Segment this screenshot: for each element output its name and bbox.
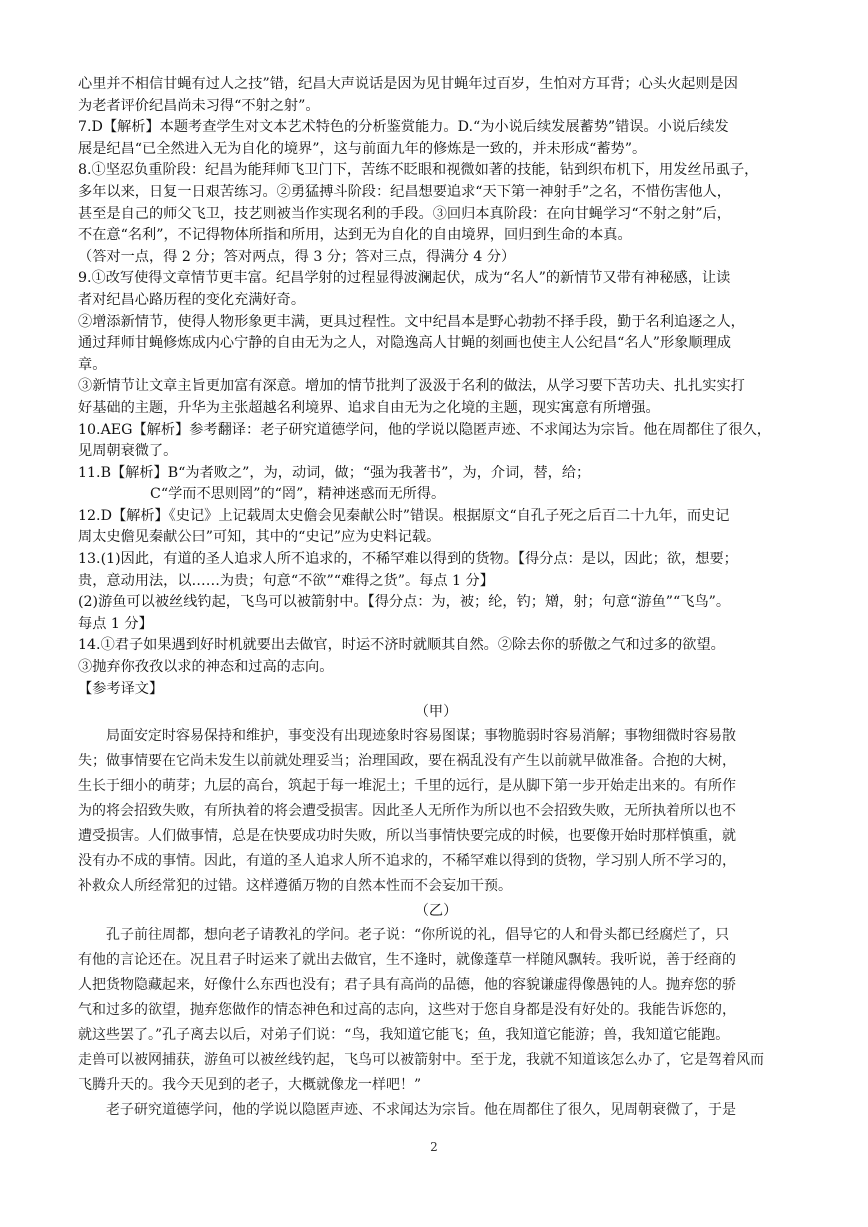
text-line: 不在意“名利”，不记得物体所指和所用，达到无为自化的自由境界，回归到生命的本真。 bbox=[78, 227, 632, 244]
translation-line: 为的将会招致失败，有所执着的将会遭受损害。因此圣人无所作为所以也不会招致失败，无所执着所以也不 bbox=[78, 803, 736, 820]
text-line: 章。 bbox=[78, 356, 107, 373]
text-line: 通过拜师甘蝇修炼成内心宁静的自由无为之人，对隐逸高人甘蝇的刻画也使主人公纪昌“名人”形象顺理成 bbox=[78, 335, 731, 352]
answer-9: 9.①改写使得文章情节更丰富。纪昌学射的过程显得波澜起伏，成为“名人”的新情节又带有神秘感，让读 bbox=[78, 270, 731, 287]
translation-line: 生长于细小的萌芽；九层的高台，筑起于每一堆泥土；千里的远行，是从脚下第一步开始走出来的。有所作 bbox=[78, 778, 736, 795]
answer-14: 14.①君子如果遇到好时机就要出去做官，时运不济时就顺其自然。②除去你的骄傲之气和过多的欲望。 bbox=[78, 637, 725, 654]
translation-line: 飞腾升天的。我今天见到的老子，大概就像龙一样吧！” bbox=[78, 1077, 422, 1094]
answer-11: 11.B【解析】B“为者败之”，为，动词，做；“强为我著书”，为，介词，替，给； bbox=[78, 464, 591, 481]
answer-12: 12.D【解析】《史记》上记载周太史儋会见秦献公时”错误。根据原文“自孔子死之后百二十九年，而史记 bbox=[78, 507, 730, 524]
text-line: 展是纪昌“已全然进入无为自化的境界”，这与前面九年的修炼是一致的，并未形成“蓄势”。 bbox=[78, 140, 647, 157]
text-line: 好基础的主题，升华为主张超越名利境界、追求自由无为之化境的主题，现实寓意有所增强。 bbox=[78, 399, 660, 416]
text-line: ③新情节让文章主旨更加富有深意。增加的情节批判了汲汲于名利的做法，从学习要下苦功夫、扎扎实实打 bbox=[78, 378, 745, 395]
answer-8: 8.①坚忍负重阶段：纪昌为能拜师飞卫门下，苦练不眨眼和视微如著的技能，钻到织布机下，用发丝吊虱子， bbox=[78, 162, 759, 179]
text-line: 见周朝衰微了。 bbox=[78, 443, 178, 460]
translation-line: 遭受损害。人们做事情，总是在快要成功时失败，所以当事情快要完成的时候，也要像开始时那样慎重，就 bbox=[78, 828, 736, 845]
translation-line: 老子研究道德学问，他的学说以隐匿声迹、不求闻达为宗旨。他在周都住了很久，见周朝衰微了，于是 bbox=[106, 1102, 736, 1119]
text-line: 每点 1 分】 bbox=[78, 615, 153, 632]
translation-line: 人把货物隐藏起来，好像什么东西也没有；君子具有高尚的品德，他的容貌谦虚得像愚钝的人。抛弃您的骄 bbox=[78, 977, 736, 994]
translation-line: 局面安定时容易保持和维护，事变没有出现迹象时容易图谋；事物脆弱时容易消解；事物细微时容易散 bbox=[106, 728, 736, 745]
text-line: (2)游鱼可以被丝线钓起，飞鸟可以被箭射中。【得分点：为，被；纶，钓；矰，射；句意“游鱼”“飞鸟”。 bbox=[78, 594, 731, 611]
translation-line: 没有办不成的事情。因此，有道的圣人追求人所不追求的，不稀罕难以得到的货物，学习别人所不学习的， bbox=[78, 853, 736, 870]
translation-heading-jia: （甲） bbox=[414, 704, 458, 721]
text-line: 为老者评价纪昌尚未习得“不射之射”。 bbox=[78, 97, 320, 114]
translation-line: 就这些罢了。”孔子离去以后，对弟子们说：“鸟，我知道它能飞；鱼，我知道它能游；兽，我知道它能跑。 bbox=[78, 1027, 730, 1044]
answer-13: 13.(1)因此，有道的圣人追求人所不追求的，不稀罕难以得到的货物。【得分点：是以，因此；欲，想要； bbox=[78, 551, 738, 568]
section-heading: 【参考译文】 bbox=[78, 680, 164, 697]
text-line: 者对纪昌心路历程的变化充满好奇。 bbox=[78, 291, 306, 308]
page-number: 2 bbox=[430, 1140, 438, 1154]
text-line: C“学而不思则罔”的“罔”，精神迷惑而无所得。 bbox=[150, 486, 446, 503]
text-line: 周太史儋见秦献公曰”可知，其中的“史记”应为史料记载。 bbox=[78, 529, 441, 546]
translation-line: 气和过多的欲望，抛弃您做作的情态神色和过高的志向，这些对于您自身都是没有好处的。我能告诉您的， bbox=[78, 1002, 736, 1019]
translation-line: 走兽可以被网捕获，游鱼可以被丝线钓起，飞鸟可以被箭射中。至于龙，我就不知道该怎么办了，它是驾着风而 bbox=[78, 1052, 764, 1069]
text-line: 多年以来，日复一日艰苦练习。②勇猛搏斗阶段：纪昌想要追求“天下第一神射手”之名，不惜伤害他人， bbox=[78, 183, 731, 200]
text-line: 甚至是自己的师父飞卫，技艺则被当作实现名利的手段。③回归本真阶段：在向甘蝇学习“不射之射”后， bbox=[78, 205, 731, 222]
scoring-note: （答对一点，得 2 分；答对两点，得 3 分；答对三点，得满分 4 分） bbox=[78, 248, 516, 265]
translation-line: 补救众人所经常犯的过错。这样遵循万物的自然本性而不会妄加干预。 bbox=[78, 878, 512, 895]
answer-10: 10.AEG【解析】参考翻译：老子研究道德学问，他的学说以隐匿声迹、不求闻达为宗旨。他在周都住了很久， bbox=[78, 421, 771, 438]
translation-line: 孔子前往周都，想向老子请教礼的学问。老子说：“你所说的礼，倡导它的人和骨头都已经腐烂了，只 bbox=[106, 927, 730, 944]
translation-line: 失；做事情要在它尚未发生以前就处理妥当；治理国政，要在祸乱没有产生以前就早做准备。合抱的大树， bbox=[78, 753, 736, 770]
text-line: ②增添新情节，使得人物形象更丰满，更具过程性。文中纪昌本是野心勃勃不择手段，勤于名利追逐之人， bbox=[78, 313, 745, 330]
text-line: ③抛弃你孜孜以求的神态和过高的志向。 bbox=[78, 659, 334, 676]
translation-line: 有他的言论还在。况且君子时运来了就出去做官，生不逢时，就像蓬草一样随风飘转。我听说，善于经商的 bbox=[78, 952, 736, 969]
text-line: 心里并不相信甘蝇有过人之技”错，纪昌大声说话是因为见甘蝇年过百岁，生怕对方耳背；心头火起则是因 bbox=[78, 76, 738, 92]
answer-7: 7.D【解析】本题考查学生对文本艺术特色的分析鉴赏能力。D.“为小说后续发展蓄势”错误。小说后续发 bbox=[78, 119, 729, 136]
translation-heading-yi: （乙） bbox=[414, 903, 458, 920]
document-body bbox=[78, 74, 794, 1123]
text-line: 贵，意动用法，以……为贵；句意“不欲”“难得之货”。每点 1 分】 bbox=[78, 572, 494, 589]
